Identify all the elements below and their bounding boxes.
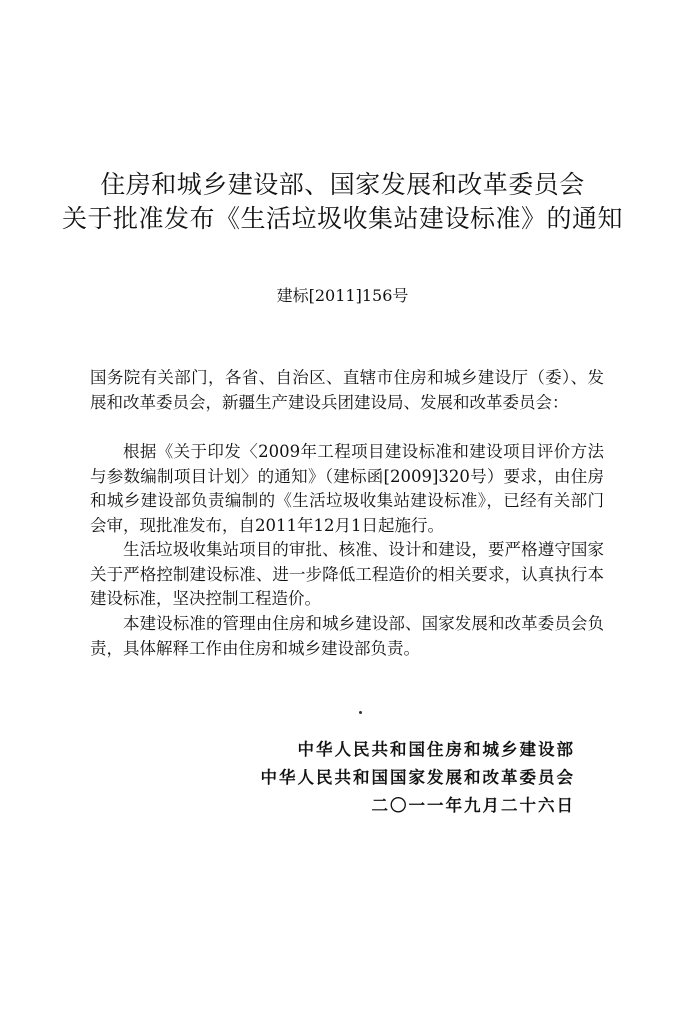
document-title-line-2: 关于批准发布《生活垃圾收集站建设标准》的通知 (61, 204, 623, 233)
signature-date: 二〇一一年九月二十六日 (371, 796, 575, 815)
document-title-line-1: 住房和城乡建设部、国家发展和改革委员会 (100, 170, 585, 199)
body-paragraph-management: 本建设标准的管理由住房和城乡建设部、国家发展和改革委员会负责，具体解释工作由住房和城乡建设部负责。 (90, 614, 604, 658)
addressee-paragraph: 国务院有关部门，各省、自治区、直辖市住房和城乡建设厅（委）、发展和改革委员会，新疆生产建设兵团建设局、发展和改革委员会： (90, 368, 604, 412)
stray-mark (359, 711, 362, 714)
body-paragraph-requirements: 生活垃圾收集站项目的审批、核准、设计和建设，要严格遵守国家关于严格控制建设标准、进一步降低工程造价的相关要求，认真执行本建设标准，坚决控制工程造价。 (90, 540, 604, 608)
signature-ministry-housing: 中华人民共和国住房和城乡建设部 (297, 740, 575, 759)
body-paragraph-approval: 根据《关于印发〈2009年工程项目建设标准和建设项目评价方法与参数编制项目计划〉的通知》（建标函[2009]320号）要求，由住房和城乡建设部负责编制的《生活垃圾收集站建设标准》，已经有关部门会审，现批准发布，自2011年12月1日起施行。 (90, 442, 604, 535)
document-number: 建标[2011]156号 (276, 286, 409, 305)
signature-ndrc: 中华人民共和国国家发展和改革委员会 (260, 768, 575, 787)
